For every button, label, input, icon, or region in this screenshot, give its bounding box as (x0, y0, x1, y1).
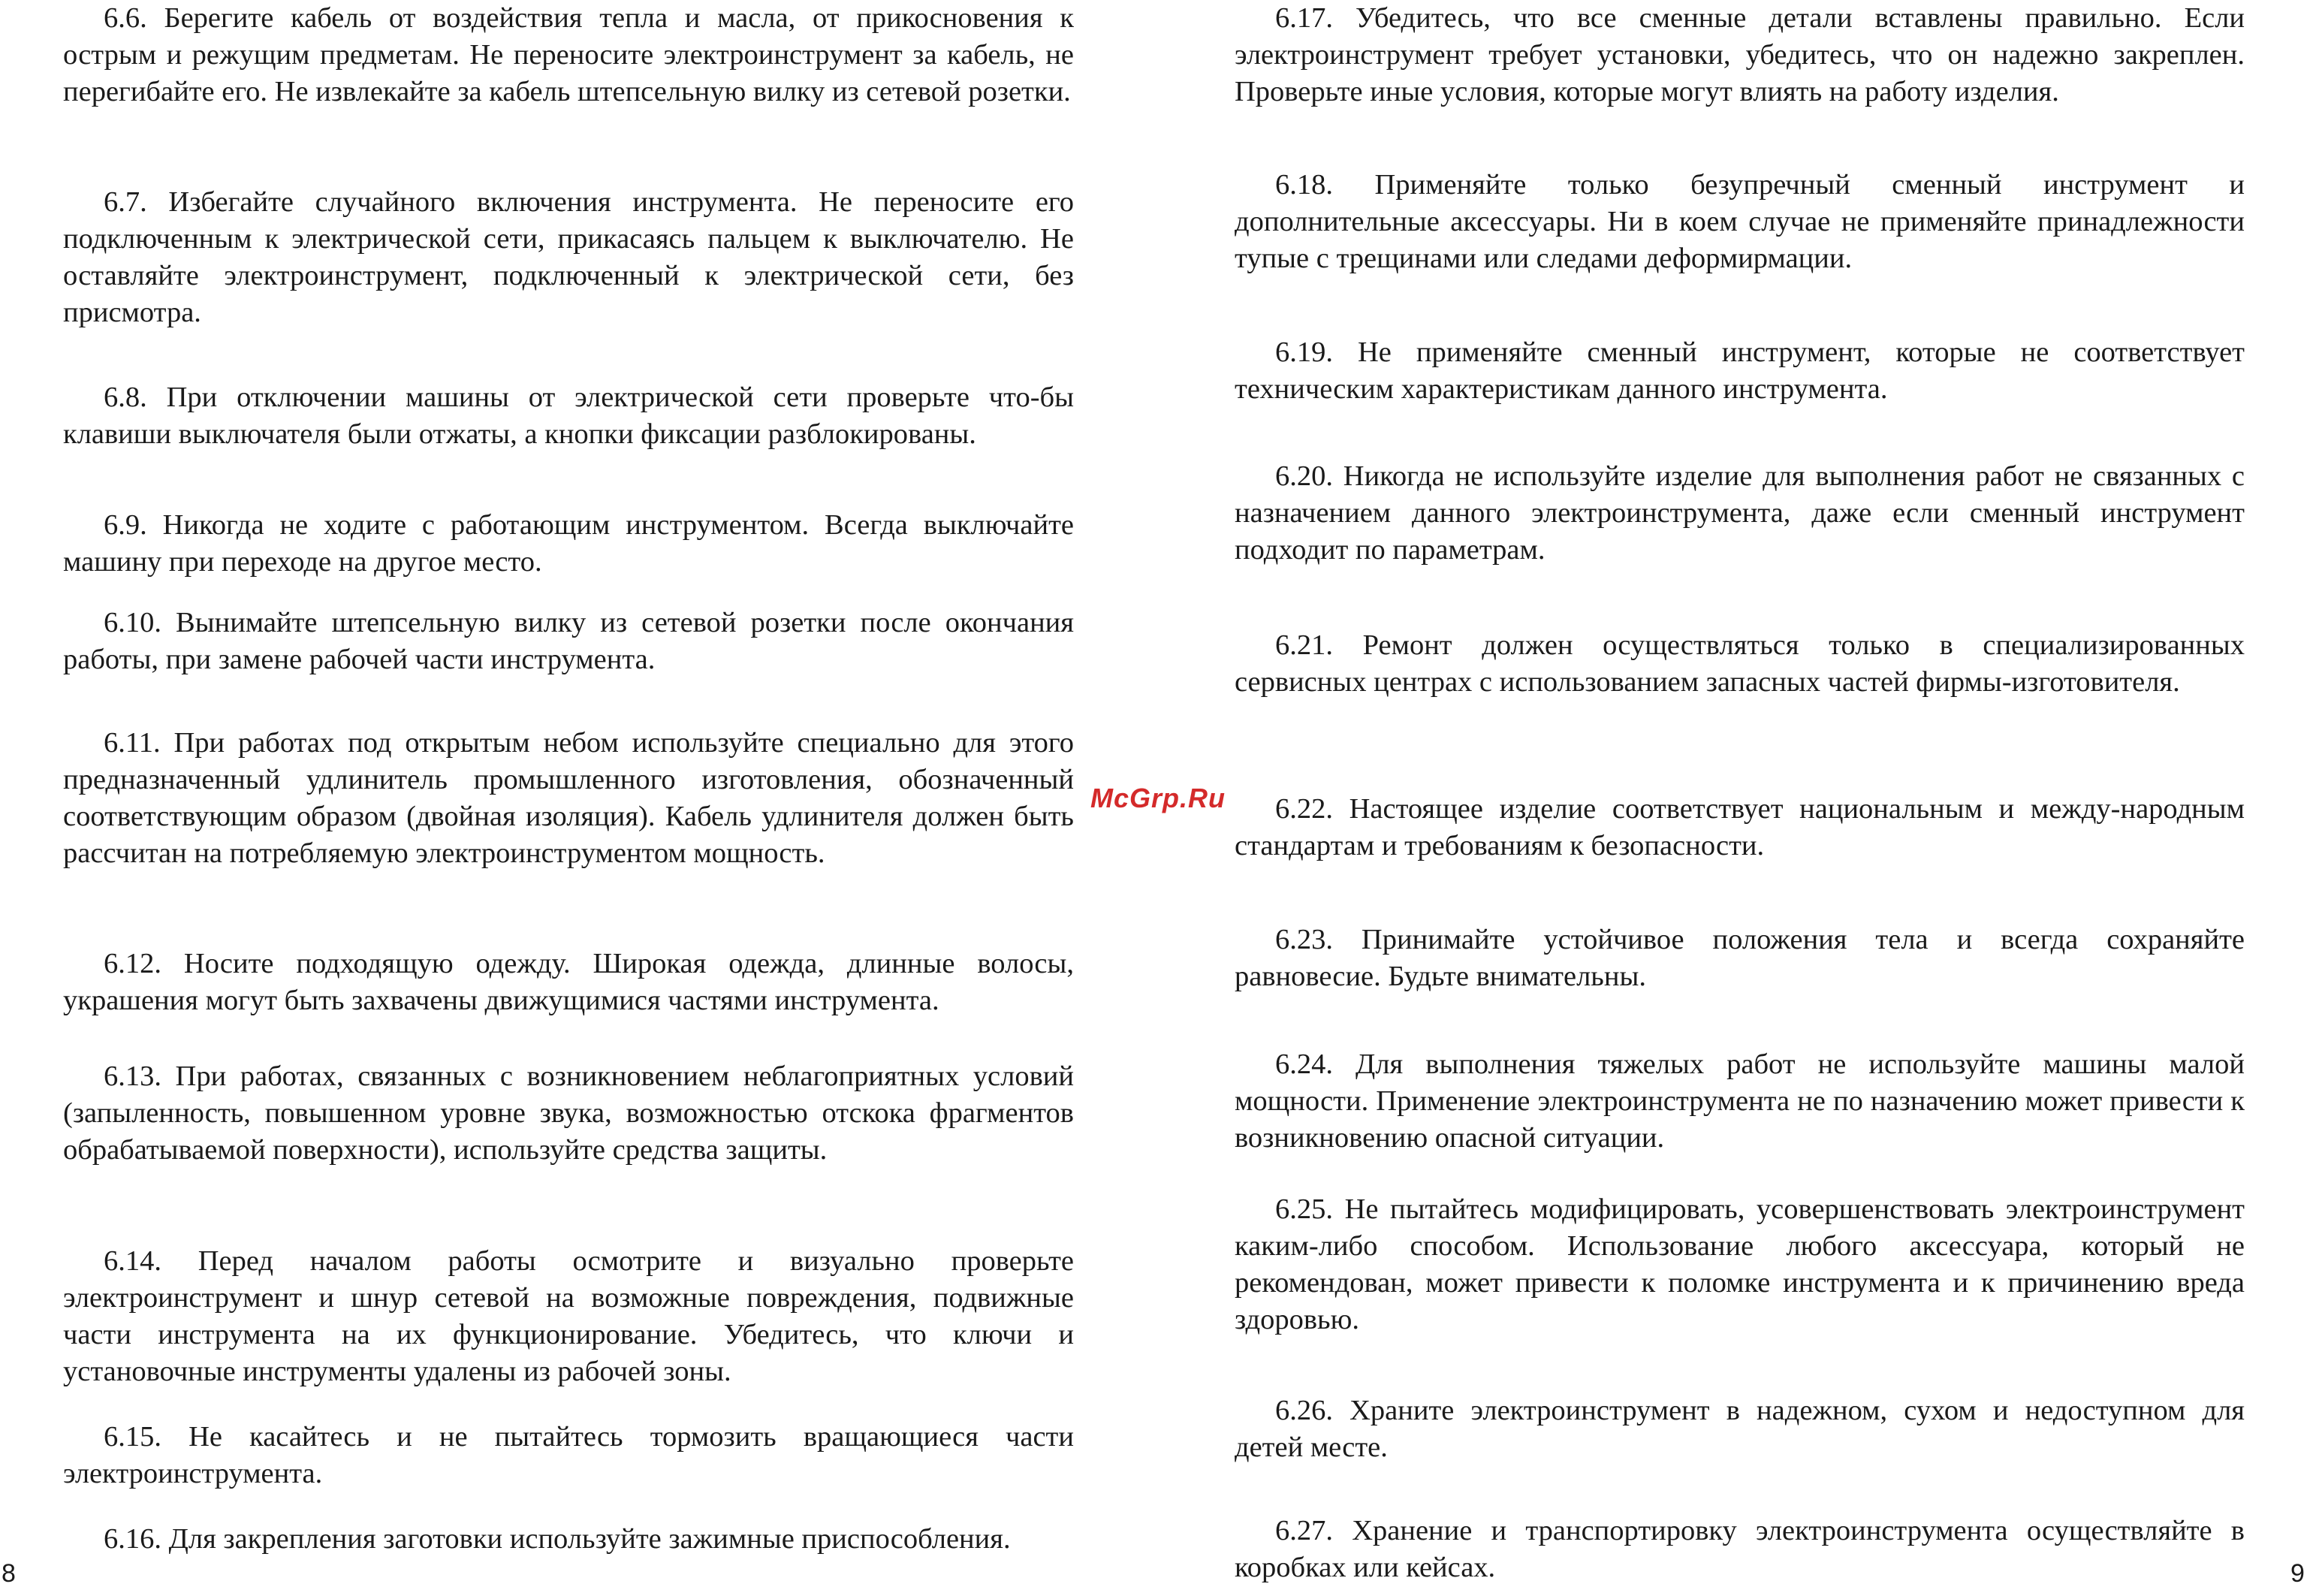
paragraph-6-26: 6.26. Храните электроинструмент в надежном, сухом и недоступном для детей месте. (1235, 1395, 2245, 1463)
paragraph-6-6: 6.6. Берегите кабель от воздействия тепла и масла, от прикосновения к острым и режущим предметам. Не переносите электроинструмент за кабель, не перегибайте его. Не извлекайте за кабель штепсельную вилку из сетевой розетки. (63, 2, 1074, 107)
paragraph-6-10: 6.10. Вынимайте штепсельную вилку из сетевой розетки после окончания работы, при замене рабочей части инструмента. (63, 607, 1074, 675)
paragraph-6-23: 6.23. Принимайте устойчивое положения тела и всегда сохраняйте равновесие. Будьте внимательны. (1235, 924, 2245, 992)
paragraph-6-16: 6.16. Для закрепления заготовки используйте зажимные приспособления. (104, 1523, 1011, 1555)
paragraph-6-24: 6.24. Для выполнения тяжелых работ не используйте машины малой мощности. Применение электроинструмента не по назначению может привести к возникновению опасной ситуации. (1235, 1048, 2245, 1154)
paragraph-6-22: 6.22. Настоящее изделие соответствует национальным и между-народным стандартам и требованиям к безопасности. (1235, 793, 2245, 861)
paragraph-6-27: 6.27. Хранение и транспортировку электроинструмента осуществляйте в коробках или кейсах. (1235, 1515, 2245, 1583)
paragraph-6-14: 6.14. Перед началом работы осмотрите и визуально проверьте электроинструмент и шнур сетевой на возможные повреждения, подвижные части инструмента на их функционирование. Убедитесь, что ключи и установочные инструменты удалены из рабочей зоны. (63, 1245, 1074, 1387)
paragraph-6-20: 6.20. Никогда не используйте изделие для выполнения работ не связанных с назначением данного электроинструмента, даже если сменный инструмент подходит по параметрам. (1235, 460, 2245, 566)
paragraph-6-18: 6.18. Применяйте только безупречный сменный инструмент и дополнительные аксессуары. Ни в коем случае не применяйте принадлежности тупые с трещинами или следами деформирмации. (1235, 169, 2245, 274)
paragraph-6-21: 6.21. Ремонт должен осуществляться только в специализированных сервисных центрах с использованием запасных частей фирмы-изготовителя. (1235, 629, 2245, 698)
page-number-right: 9 (2290, 1559, 2305, 1588)
page-number-left: 8 (2, 1559, 16, 1588)
paragraph-6-11: 6.11. При работах под открытым небом используйте специально для этого предназначенный удлинитель промышленного изготовления, обозначенный соответствующим образом (двойная изоляция). Кабель удлинителя должен быть рассчитан на потребляемую электроинструментом мощность. (63, 727, 1074, 869)
paragraph-6-19: 6.19. Не применяйте сменный инструмент, которые не соответствует техническим характеристикам данного инструмента. (1235, 336, 2245, 405)
paragraph-6-8: 6.8. При отключении машины от электрической сети проверьте что-бы клавиши выключателя были отжаты, а кнопки фиксации разблокированы. (63, 382, 1074, 450)
paragraph-6-25: 6.25. Не пытайтесь модифицировать, усовершенствовать электроинструмент каким-либо способом. Использование любого аксессуара, который не рекомендован, может привести к поломке инструмента и к причинению вреда здоровью. (1235, 1193, 2245, 1335)
right-page (1160, 0, 2319, 1596)
paragraph-6-12: 6.12. Носите подходящую одежду. Широкая одежда, длинные волосы, украшения могут быть захвачены движущимися частями инструмента. (63, 948, 1074, 1016)
paragraph-6-9: 6.9. Никогда не ходите с работающим инструментом. Всегда выключайте машину при переходе на другое место. (63, 509, 1074, 578)
paragraph-6-13: 6.13. При работах, связанных с возникновением неблагоприятных условий (запыленность, повышенном уровне звука, возможностью отскока фрагментов обрабатываемой поверхности), используйте средства защиты. (63, 1060, 1074, 1166)
paragraph-6-15: 6.15. Не касайтесь и не пытайтесь тормозить вращающиеся части электроинструмента. (63, 1421, 1074, 1489)
paragraph-6-17: 6.17. Убедитесь, что все сменные детали вставлены правильно. Если электроинструмент требует установки, убедитесь, что он надежно закреплен. Проверьте иные условия, которые могут влиять на работу изделия. (1235, 2, 2245, 107)
watermark-logo[interactable]: McGrp.Ru (1090, 783, 1226, 813)
paragraph-6-7: 6.7. Избегайте случайного включения инструмента. Не переносите его подключенным к электрической сети, прикасаясь пальцем к выключателю. Не оставляйте электроинструмент, подключенный к электрической сети, без присмотра. (63, 186, 1074, 328)
